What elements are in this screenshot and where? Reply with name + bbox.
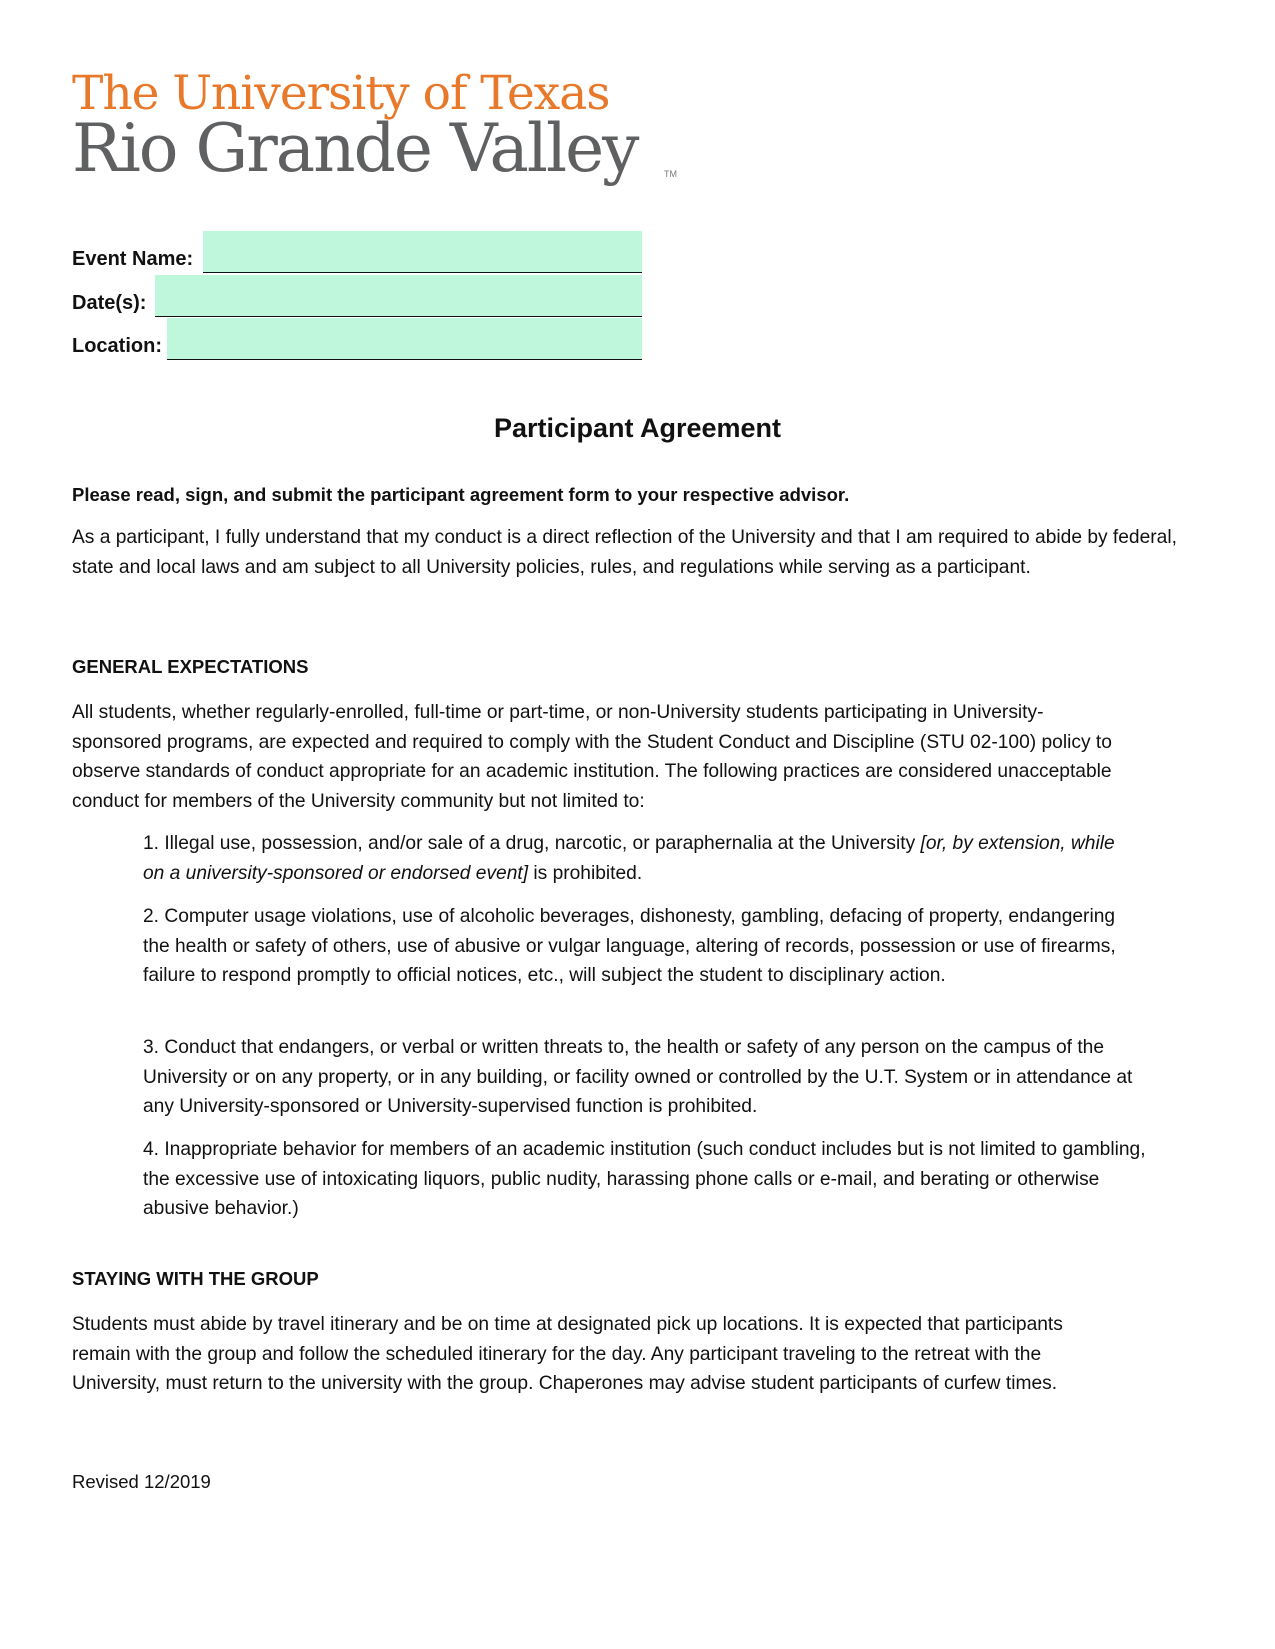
staying-with-group-heading: STAYING WITH THE GROUP [72, 1268, 319, 1289]
list-item: 3. Conduct that endangers, or verbal or written threats to, the health or safety of any person on the campus of the University or on any property, or in any building, or facility owned or controlled by the U.T. System or in attendance at any University-sponsored or University-supervised function is prohibited. [143, 1037, 1133, 1117]
dates-row [72, 275, 642, 317]
event-name-row [72, 231, 642, 273]
logo-line-2: Rio Grande Valley [72, 110, 638, 187]
logo-trademark: TM [664, 169, 677, 179]
item-1-text: 1. Illegal use, possession, and/or sale of a drug, narcotic, or paraphernalia at the University [143, 833, 921, 854]
revision-date: Revised 12/2019 [72, 1471, 211, 1492]
logo-line-1: The University of Texas [72, 66, 610, 121]
item-1-italic: [or, by extension, while on a university-sponsored or endorsed event] [143, 833, 1115, 884]
list-item: 2. Computer usage violations, use of alcoholic beverages, dishonesty, gambling, defacing of property, endangering the health or safety of others, use of abusive or vulgar language, altering of records, possession or use of firearms, failure to respond promptly to official notices, etc., will subject the student to disciplinary action. [143, 906, 1116, 986]
staying-with-group-body: Students must abide by travel itinerary and be on time at designated pick up locations. It is expected that participants remain with the group and follow the scheduled itinerary for the day. Any participant traveling to the retreat with the University, must return to the university with the group. Chaperones may advise student participants of curfew times. [72, 1314, 1063, 1394]
utrgv-logo [72, 66, 712, 206]
list-item [143, 829, 1128, 888]
location-input[interactable] [167, 318, 642, 360]
location-row [72, 318, 642, 360]
item-1-end: is prohibited. [528, 862, 643, 884]
location-label: Location: [72, 335, 162, 357]
instruction-text: Please read, sign, and submit the participant agreement form to your respective advisor. [72, 484, 850, 505]
event-name-label: Event Name: [72, 248, 194, 270]
intro-paragraph: As a participant, I fully understand that my conduct is a direct reflection of the University and that I am required to abide by federal, state and local laws and am subject to all University policies, rules, and regulations while serving as a participant. [72, 527, 1177, 578]
event-name-input[interactable] [203, 231, 642, 273]
general-expectations-heading: GENERAL EXPECTATIONS [72, 656, 309, 677]
page-title: Participant Agreement [493, 413, 782, 443]
dates-label: Date(s): [72, 292, 147, 314]
list-item: 4. Inappropriate behavior for members of an academic institution (such conduct includes but is not limited to gambling, the excessive use of intoxicating liquors, public nudity, harassing phone calls or e-mail, and berating or otherwise abusive behavior.) [143, 1139, 1146, 1219]
dates-input[interactable] [155, 275, 642, 317]
general-expectations-body: All students, whether regularly-enrolled, full-time or part-time, or non-University students participating in University-sponsored programs, are expected and required to comply with the Student Conduct and Discipline (STU 02-100) policy to observe standards of conduct appropriate for an academic institution. The following practices are considered unacceptable conduct for members of the University community but not limited to: [72, 702, 1112, 812]
